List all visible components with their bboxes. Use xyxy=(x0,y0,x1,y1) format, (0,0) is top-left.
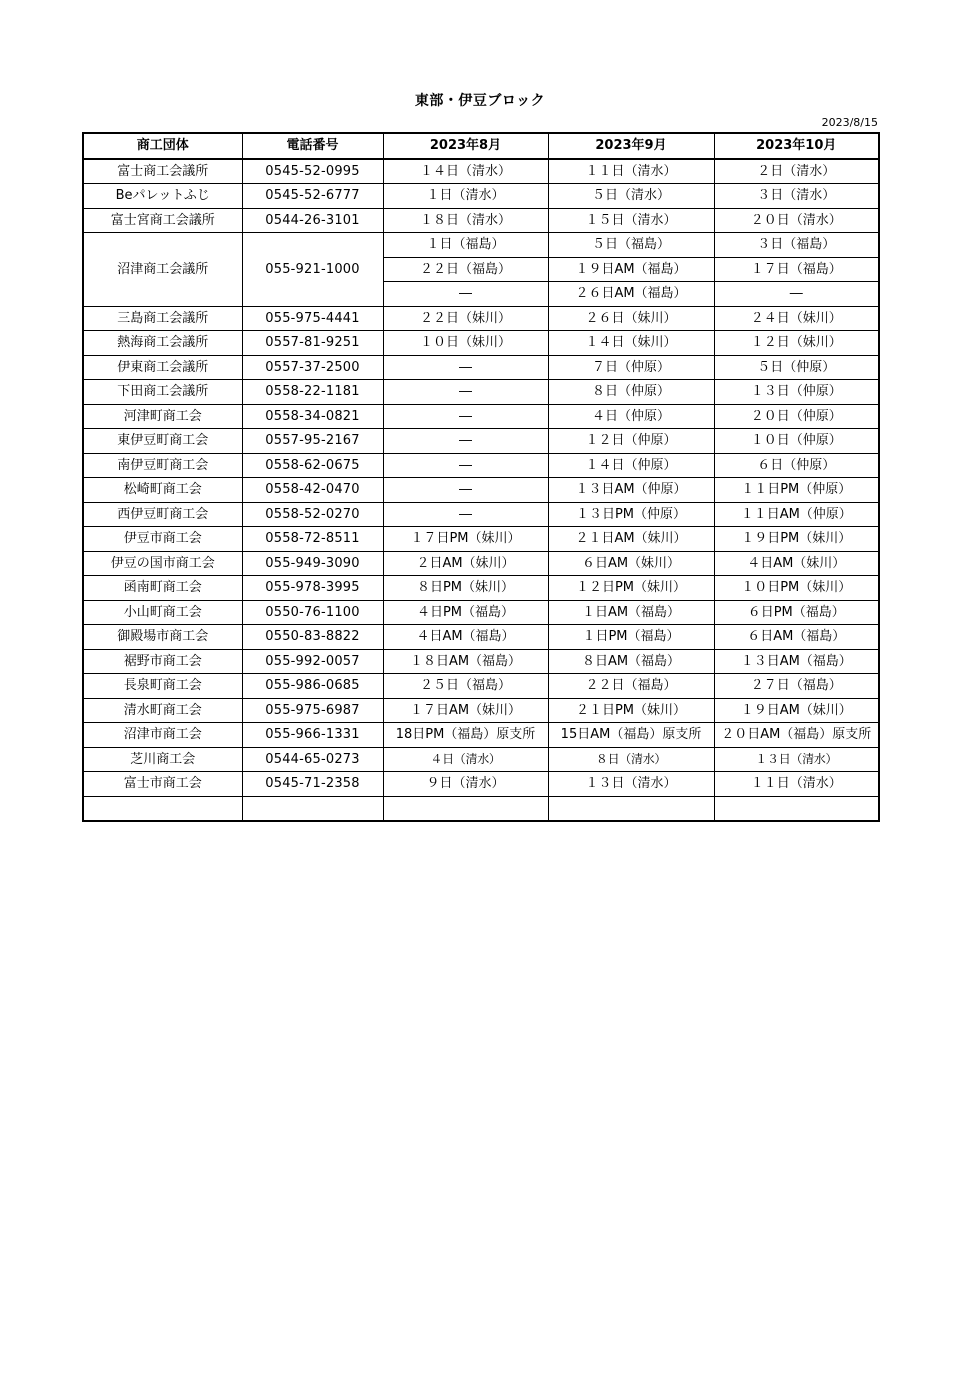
table-row xyxy=(83,674,879,699)
org-cell: 下田商工会議所 xyxy=(83,380,242,405)
table-row xyxy=(83,772,879,797)
table-row xyxy=(83,355,879,380)
sep-cell: １４日（仲原） xyxy=(548,453,714,478)
oct-cell: ３日（福島） xyxy=(714,233,879,258)
table-row xyxy=(83,600,879,625)
org-cell: 裾野市商工会 xyxy=(83,649,242,674)
phone-cell: 0558-42-0470 xyxy=(242,478,383,503)
sep-cell: １３日AM（仲原） xyxy=(548,478,714,503)
table-row xyxy=(83,429,879,454)
sep-cell: １２日PM（妹川） xyxy=(548,576,714,601)
schedule-table xyxy=(82,132,880,822)
oct-cell: ２０日（仲原） xyxy=(714,404,879,429)
org-cell: 清水町商工会 xyxy=(83,698,242,723)
sep-cell: １日PM（福島） xyxy=(548,625,714,650)
sep-cell: ７日（仲原） xyxy=(548,355,714,380)
aug-cell: ２日AM（妹川） xyxy=(383,551,548,576)
header-sep: 2023年9月 xyxy=(548,133,714,159)
sep-cell: ２６日AM（福島） xyxy=(548,282,714,307)
table-row xyxy=(83,551,879,576)
table-row xyxy=(83,380,879,405)
header-oct: 2023年10月 xyxy=(714,133,879,159)
aug-cell: ４日PM（福島） xyxy=(383,600,548,625)
org-cell: 御殿場市商工会 xyxy=(83,625,242,650)
aug-cell: ９日（清水） xyxy=(383,772,548,797)
aug-cell: １８日（清水） xyxy=(383,208,548,233)
sep-cell: ２１日AM（妹川） xyxy=(548,527,714,552)
oct-cell: ５日（仲原） xyxy=(714,355,879,380)
phone-cell: 0550-76-1100 xyxy=(242,600,383,625)
org-cell: 三島商工会議所 xyxy=(83,306,242,331)
phone-cell xyxy=(242,796,383,821)
aug-cell: １日（福島） xyxy=(383,233,548,258)
aug-cell: ― xyxy=(383,502,548,527)
phone-cell: 0558-72-8511 xyxy=(242,527,383,552)
sep-cell: ８日（清水） xyxy=(548,747,714,772)
oct-cell: １９日PM（妹川） xyxy=(714,527,879,552)
sep-cell: ４日（仲原） xyxy=(548,404,714,429)
phone-cell: 055-975-4441 xyxy=(242,306,383,331)
org-cell: 富士市商工会 xyxy=(83,772,242,797)
oct-cell: １１日AM（仲原） xyxy=(714,502,879,527)
org-cell: 西伊豆町商工会 xyxy=(83,502,242,527)
org-cell: 長泉町商工会 xyxy=(83,674,242,699)
phone-cell: 0545-71-2358 xyxy=(242,772,383,797)
oct-cell: ２４日（妹川） xyxy=(714,306,879,331)
table-row xyxy=(83,404,879,429)
aug-cell: ― xyxy=(383,380,548,405)
org-cell: 伊豆の国市商工会 xyxy=(83,551,242,576)
org-cell xyxy=(83,796,242,821)
org-cell: Beパレットふじ xyxy=(83,184,242,209)
sep-cell: ５日（福島） xyxy=(548,233,714,258)
table-row xyxy=(83,502,879,527)
phone-cell: 0558-62-0675 xyxy=(242,453,383,478)
oct-cell: １１日（清水） xyxy=(714,772,879,797)
aug-cell: ― xyxy=(383,478,548,503)
aug-cell: ２５日（福島） xyxy=(383,674,548,699)
sep-cell: ２１日PM（妹川） xyxy=(548,698,714,723)
phone-cell: 055-949-3090 xyxy=(242,551,383,576)
oct-cell: １３日（清水） xyxy=(714,747,879,772)
sep-cell: １１日（清水） xyxy=(548,159,714,184)
sep-cell: 15日AM（福島）原支所 xyxy=(548,723,714,748)
org-cell: 河津町商工会 xyxy=(83,404,242,429)
table-row xyxy=(83,723,879,748)
oct-cell: ４日AM（妹川） xyxy=(714,551,879,576)
aug-cell: ４日AM（福島） xyxy=(383,625,548,650)
org-cell: 熱海商工会議所 xyxy=(83,331,242,356)
sep-cell: １５日（清水） xyxy=(548,208,714,233)
table-row xyxy=(83,576,879,601)
header-row xyxy=(83,133,879,159)
aug-cell: ２２日（妹川） xyxy=(383,306,548,331)
table-row xyxy=(83,208,879,233)
oct-cell: ６日PM（福島） xyxy=(714,600,879,625)
phone-cell: 055-966-1331 xyxy=(242,723,383,748)
org-cell: 沼津市商工会 xyxy=(83,723,242,748)
org-cell: 伊豆市商工会 xyxy=(83,527,242,552)
table-row xyxy=(83,306,879,331)
aug-cell: １日（清水） xyxy=(383,184,548,209)
phone-cell: 0557-37-2500 xyxy=(242,355,383,380)
table-row xyxy=(83,649,879,674)
oct-cell: １９日AM（妹川） xyxy=(714,698,879,723)
aug-cell: １７日PM（妹川） xyxy=(383,527,548,552)
phone-cell: 0544-65-0273 xyxy=(242,747,383,772)
org-cell: 南伊豆町商工会 xyxy=(83,453,242,478)
oct-cell: ２日（清水） xyxy=(714,159,879,184)
document-date: 2023/8/15 xyxy=(821,116,878,129)
sep-cell: ５日（清水） xyxy=(548,184,714,209)
phone-cell: 0558-34-0821 xyxy=(242,404,383,429)
table-row xyxy=(83,796,879,821)
oct-cell: １３日AM（福島） xyxy=(714,649,879,674)
aug-cell xyxy=(383,796,548,821)
phone-cell: 0558-22-1181 xyxy=(242,380,383,405)
oct-cell: ― xyxy=(714,282,879,307)
oct-cell: １１日PM（仲原） xyxy=(714,478,879,503)
org-cell: 松崎町商工会 xyxy=(83,478,242,503)
oct-cell: ２７日（福島） xyxy=(714,674,879,699)
aug-cell: ― xyxy=(383,404,548,429)
org-cell: 富士宮商工会議所 xyxy=(83,208,242,233)
table-row xyxy=(83,527,879,552)
phone-cell: 0557-95-2167 xyxy=(242,429,383,454)
phone-cell: 055-921-1000 xyxy=(242,233,383,307)
table-row xyxy=(83,184,879,209)
table-row xyxy=(83,453,879,478)
table-row xyxy=(83,331,879,356)
org-cell: 小山町商工会 xyxy=(83,600,242,625)
header-phone: 電話番号 xyxy=(242,133,383,159)
oct-cell xyxy=(714,796,879,821)
sep-cell: １９日AM（福島） xyxy=(548,257,714,282)
oct-cell: ２０日AM（福島）原支所 xyxy=(714,723,879,748)
phone-cell: 055-975-6987 xyxy=(242,698,383,723)
aug-cell: １４日（清水） xyxy=(383,159,548,184)
org-cell: 伊東商工会議所 xyxy=(83,355,242,380)
sep-cell: １４日（妹川） xyxy=(548,331,714,356)
org-cell: 東伊豆町商工会 xyxy=(83,429,242,454)
sep-cell: １２日（仲原） xyxy=(548,429,714,454)
aug-cell: ８日PM（妹川） xyxy=(383,576,548,601)
table-row xyxy=(83,159,879,184)
oct-cell: ６日（仲原） xyxy=(714,453,879,478)
org-cell: 富士商工会議所 xyxy=(83,159,242,184)
oct-cell: １２日（妹川） xyxy=(714,331,879,356)
oct-cell: １０日PM（妹川） xyxy=(714,576,879,601)
header-aug: 2023年8月 xyxy=(383,133,548,159)
aug-cell: ２２日（福島） xyxy=(383,257,548,282)
aug-cell: 18日PM（福島）原支所 xyxy=(383,723,548,748)
sep-cell: ２２日（福島） xyxy=(548,674,714,699)
table-row xyxy=(83,478,879,503)
phone-cell: 0545-52-6777 xyxy=(242,184,383,209)
oct-cell: ２０日（清水） xyxy=(714,208,879,233)
aug-cell: ― xyxy=(383,453,548,478)
table-row xyxy=(83,698,879,723)
sep-cell: １３日PM（仲原） xyxy=(548,502,714,527)
aug-cell: ４日（清水） xyxy=(383,747,548,772)
phone-cell: 0545-52-0995 xyxy=(242,159,383,184)
oct-cell: １３日（仲原） xyxy=(714,380,879,405)
table-row xyxy=(83,747,879,772)
aug-cell: １８日AM（福島） xyxy=(383,649,548,674)
sep-cell: １３日（清水） xyxy=(548,772,714,797)
aug-cell: ― xyxy=(383,429,548,454)
sep-cell: ２６日（妹川） xyxy=(548,306,714,331)
phone-cell: 0557-81-9251 xyxy=(242,331,383,356)
table-row xyxy=(83,233,879,258)
page-title: 東部・伊豆ブロック xyxy=(414,93,546,109)
table-row xyxy=(83,625,879,650)
phone-cell: 0550-83-8822 xyxy=(242,625,383,650)
org-cell: 函南町商工会 xyxy=(83,576,242,601)
org-cell: 芝川商工会 xyxy=(83,747,242,772)
oct-cell: ６日AM（福島） xyxy=(714,625,879,650)
sep-cell xyxy=(548,796,714,821)
oct-cell: ３日（清水） xyxy=(714,184,879,209)
sep-cell: ８日AM（福島） xyxy=(548,649,714,674)
aug-cell: １０日（妹川） xyxy=(383,331,548,356)
phone-cell: 055-992-0057 xyxy=(242,649,383,674)
header-org: 商工団体 xyxy=(83,133,242,159)
aug-cell: ― xyxy=(383,282,548,307)
sep-cell: １日AM（福島） xyxy=(548,600,714,625)
phone-cell: 055-978-3995 xyxy=(242,576,383,601)
aug-cell: １７日AM（妹川） xyxy=(383,698,548,723)
oct-cell: １０日（仲原） xyxy=(714,429,879,454)
sep-cell: ８日（仲原） xyxy=(548,380,714,405)
org-cell: 沼津商工会議所 xyxy=(83,233,242,307)
phone-cell: 0558-52-0270 xyxy=(242,502,383,527)
aug-cell: ― xyxy=(383,355,548,380)
oct-cell: １７日（福島） xyxy=(714,257,879,282)
sep-cell: ６日AM（妹川） xyxy=(548,551,714,576)
phone-cell: 0544-26-3101 xyxy=(242,208,383,233)
phone-cell: 055-986-0685 xyxy=(242,674,383,699)
